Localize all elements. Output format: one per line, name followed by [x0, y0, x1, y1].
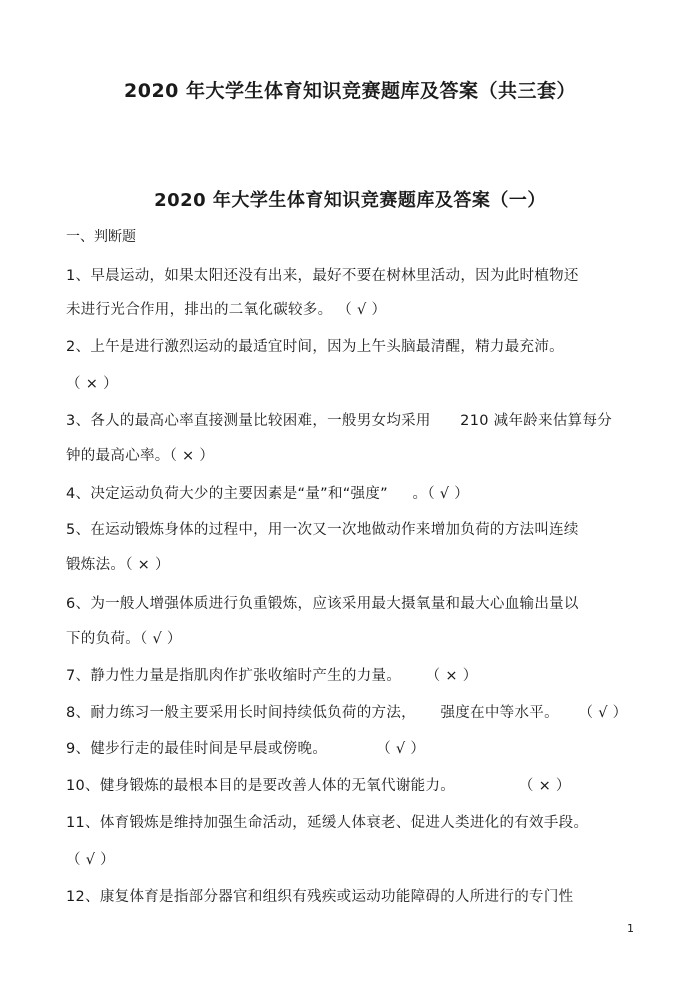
text-line: 9、健步行走的最佳时间是早晨或傍晚。 （ √ ）	[66, 741, 426, 757]
text-line: （ √ ）	[66, 852, 115, 868]
section-title: 2020 年大学生体育知识竞赛题库及答案（一）	[154, 190, 546, 211]
text-line: 钟的最高心率。（ × ）	[66, 448, 215, 464]
text-line: 7、静力性力量是指肌肉作扩张收缩时产生的力量。 （ × ）	[66, 668, 478, 684]
text-line: 5、在运动锻炼身体的过程中，用一次又一次地做动作来增加负荷的方法叫连续	[66, 522, 579, 538]
text-line: 1、早晨运动，如果太阳还没有出来，最好不要在树林里活动，因为此时植物还	[66, 268, 579, 284]
text-line: 11、体育锻炼是维持加强生命活动，延缓人体衰老、促进人类进化的有效手段。	[66, 815, 589, 831]
text-line: 锻炼法。（ × ）	[66, 557, 170, 573]
text-line: 8、耐力练习一般主要采用长时间持续低负荷的方法， 强度在中等水平。 （ √ ）	[66, 705, 628, 721]
text-line: 12、康复体育是指部分器官和组织有残疾或运动功能障碍的人所进行的专门性	[66, 889, 574, 905]
text-line: （ × ）	[66, 376, 118, 392]
text-line: 4、决定运动负荷大少的主要因素是“量”和“强度” 。（ √ ）	[66, 486, 470, 502]
page-number: 1	[627, 922, 634, 935]
text-line: 2、上午是进行激烈运动的最适宜时间，因为上午头脑最清醒，精力最充沛。	[66, 339, 564, 355]
section-label: 一、判断题	[66, 229, 136, 245]
text-line: 10、健身锻炼的最根本目的是要改善人体的无氧代谢能力。 （ × ）	[66, 778, 571, 794]
text-line: 下的负荷。（ √ ）	[66, 631, 182, 647]
text-line: 6、为一般人增强体质进行负重锻炼，应该采用最大摄氧量和最大心血输出量以	[66, 596, 579, 612]
text-line: 未进行光合作用，排出的二氧化碳较多。 （ √ ）	[66, 302, 387, 318]
document-title: 2020 年大学生体育知识竞赛题库及答案（共三套）	[124, 80, 576, 102]
text-line: 3、各人的最高心率直接测量比较困难，一般男女均采用 210 减年龄来估算每分	[66, 413, 613, 429]
